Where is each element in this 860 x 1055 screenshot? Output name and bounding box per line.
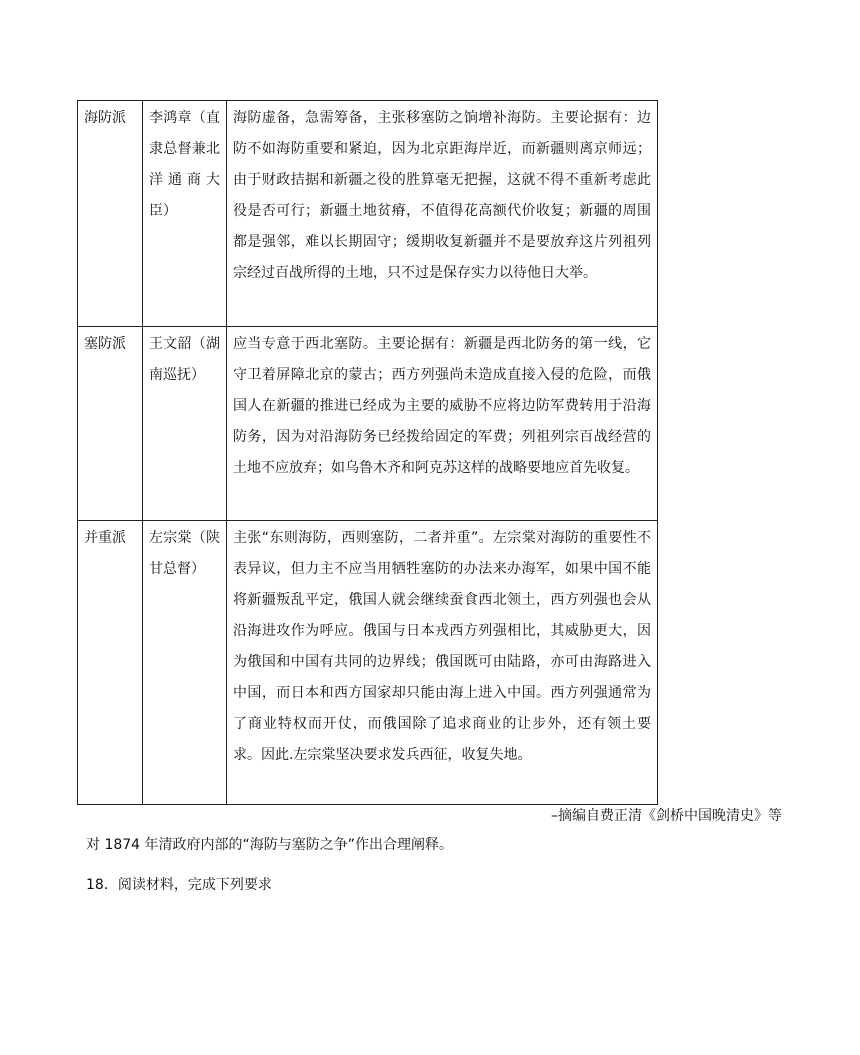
person-cell: 左宗棠（陕甘总督） <box>143 521 227 805</box>
source-citation: –摘编自费正清《剑桥中国晚清史》等 <box>551 808 782 824</box>
view-cell: 主张“东则海防，西则塞防，二者并重”。左宗棠对海防的重要性不表异议，但力主不应当用牺牲塞防的办法来办海军，如果中国不能将新疆叛乱平定，俄国人就会继续蚕食西北领土，西方列强也会从沿海进攻作为呼应。俄国与日本戎西方列强相比，其威胁更大，因为俄国和中国有共同的边界线；俄国既可由陆路，亦可由海路进入中国，而日本和西方国家却只能由海上进入中国。西方列强通常为了商业特权而开仗，而俄国除了追求商业的让步外，还有领土要求。因此.左宗棠坚决要求发兵西征，收复失地。 <box>227 521 658 805</box>
debate-table <box>77 100 658 805</box>
view-cell: 海防虚备，急需筹备，主张移塞防之饷增补海防。主要论据有：边防不如海防重要和紧迫，因为北京距海岸近，而新疆则离京师远；由于财政拮据和新疆之役的胜算毫无把握，这就不得不重新考虑此役是否可行；新疆土地贫瘠，不值得花高额代价收复；新疆的周围都是强邻，难以长期固守；缓期收复新疆并不是要放弃这片列祖列宗经过百战所得的土地，只不过是保存实力以待他日大举。 <box>227 101 658 327</box>
person-cell: 王文韶（湖南巡抚） <box>143 327 227 521</box>
question-text: 对 1874 年清政府内部的“海防与塞防之争”作出合理阐释。 <box>86 837 454 853</box>
table-row <box>78 101 658 327</box>
next-question-heading: 18．阅读材料，完成下列要求 <box>86 877 272 893</box>
faction-cell: 海防派 <box>78 101 143 327</box>
table-row <box>78 327 658 521</box>
table-row <box>78 521 658 805</box>
person-cell: 李鸿章（直隶总督兼北洋通商大臣） <box>143 101 227 327</box>
view-cell: 应当专意于西北塞防。主要论据有：新疆是西北防务的第一线，它守卫着屏障北京的蒙古；西方列强尚未造成直接入侵的危险，而俄国人在新疆的推进已经成为主要的威胁不应将边防军费转用于沿海防务，因为对沿海防务已经拨给固定的军费；列祖列宗百战经营的土地不应放弃；如乌鲁木齐和阿克苏这样的战略要地应首先收复。 <box>227 327 658 521</box>
faction-cell: 塞防派 <box>78 327 143 521</box>
faction-cell: 并重派 <box>78 521 143 805</box>
